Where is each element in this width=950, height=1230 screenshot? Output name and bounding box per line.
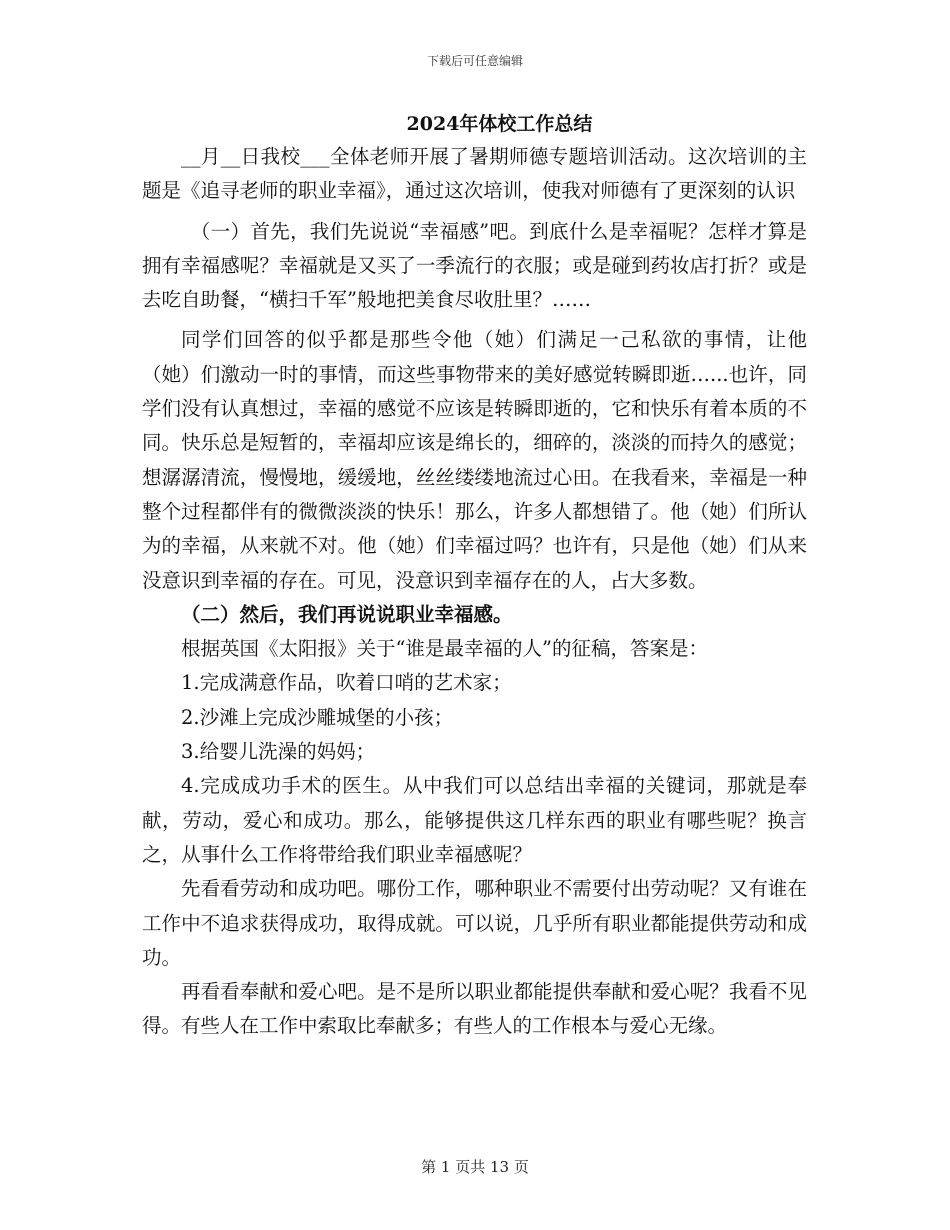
paragraph-section-1: （一）首先，我们先说说“幸福感”吧。到底什么是幸福呢？怎样才算是拥有幸福感呢？幸福就是又买了一季流行的衣服；或是碰到药妆店打折？或是去吃自助餐，“横扫千军”般地把美食尽收肚里？……: [142, 219, 807, 312]
document-title: 2024年体校工作总结: [406, 113, 593, 135]
paragraph-love: 再看看奉献和爱心吧。是不是所以职业都能提供奉献和爱心呢？我看不见得。有些人在工作中索取比奉献多；有些人的工作根本与爱心无缘。: [142, 980, 807, 1038]
list-item-3: 3.给婴儿洗澡的妈妈；: [181, 740, 376, 764]
paragraph-labor: 先看看劳动和成功吧。哪份工作，哪种职业不需要付出劳动呢？又有谁在工作中不追求获得成功，取得成就。可以说，几乎所有职业都能提供劳动和成功。: [142, 877, 807, 969]
section-heading-2: （二）然后，我们再说说职业幸福感。: [181, 602, 513, 626]
page-header: 下载后可任意编辑: [426, 54, 523, 68]
paragraph-intro: __月__日我校___全体老师开展了暑期师德专题培训活动。这次培训的主题是《追寻老师的职业幸福》，通过这次培训，使我对师德有了更深刻的认识: [142, 145, 807, 203]
list-item-4: 4.完成成功手术的医生。从中我们可以总结出幸福的关键词，那就是奉献，劳动，爱心和成功。那么，能够提供这几样东西的职业有哪些呢？换言之，从事什么工作将带给我们职业幸福感呢？: [142, 774, 807, 866]
page-footer: 第 1 页共 13 页: [421, 1158, 529, 1176]
paragraph-survey: 根据英国《太阳报》关于“谁是最幸福的人”的征稿，答案是：: [181, 637, 708, 661]
list-item-1: 1.完成满意作品，吹着口哨的艺术家；: [181, 671, 512, 695]
paragraph-body: 同学们回答的似乎都是那些令他（她）们满足一己私欲的事情，让他（她）们激动一时的事情，而这些事物带来的美好感觉转瞬即逝…...也许，同学们没有认真想过，幸福的感觉不应该是转瞬即逝的，它和快乐有着本质的不同。快乐总是短暂的，幸福却应该是绵长的，细碎的，淡淡的而持久的感觉；想潺潺清流，慢慢地，缓缓地，丝丝缕缕地流过心田。在我看来，幸福是一种整个过程都伴有的微微淡淡的快乐！那么，许多人都想错了。他（她）们所认为的幸福，从来就不对。他（她）们幸福过吗？也许有，只是他（她）们从来没意识到幸福的存在。可见，没意识到幸福存在的人，占大多数。: [142, 328, 807, 592]
document-body: [142, 108, 807, 1044]
list-item-2: 2.沙滩上完成沙雕城堡的小孩；: [181, 705, 454, 729]
